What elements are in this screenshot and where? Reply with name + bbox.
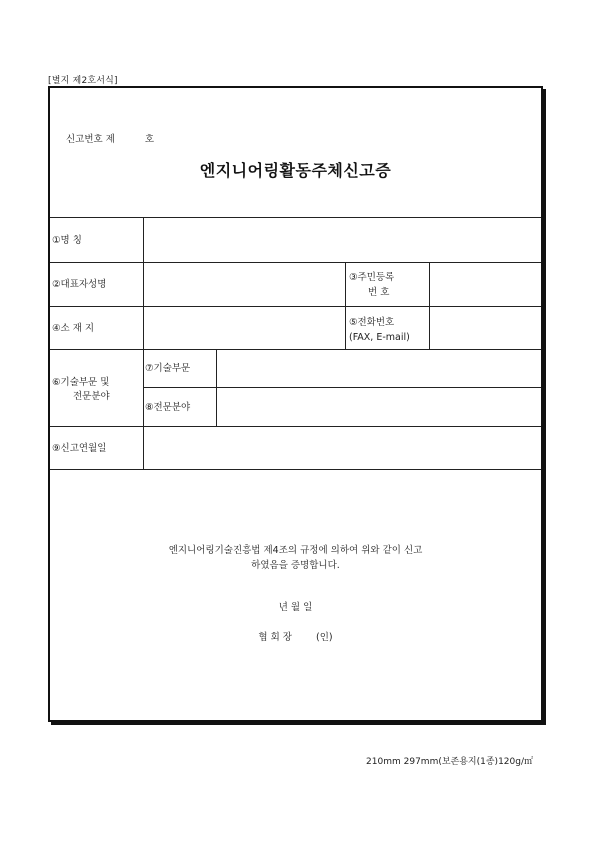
field-label-tech-field-1: ⑥기술부문 및 bbox=[52, 377, 110, 388]
table-col-divider-sub-left bbox=[345, 262, 346, 349]
table-col-divider-sub-right bbox=[429, 262, 430, 349]
certificate-number bbox=[66, 131, 154, 145]
table-rule-4 bbox=[50, 349, 541, 350]
field-label-phone-2: (FAX, E-mail) bbox=[349, 332, 410, 343]
statement-line-1: 엔지니어링기술진흥법 제4조의 규정에 의하여 위와 같이 신고 bbox=[168, 545, 423, 556]
document-title: 엔지니어링활동주체신고증 bbox=[199, 161, 392, 180]
table-col-divider-tech bbox=[216, 349, 217, 426]
field-label-phone-1: ⑤전화번호 bbox=[349, 317, 395, 328]
table-rule-2 bbox=[50, 262, 541, 263]
field-label-resident-number-1: ③주민등록 bbox=[349, 272, 395, 283]
issue-date: 년 월 일 bbox=[278, 602, 313, 613]
signature-title: 협 회 장 bbox=[258, 632, 292, 643]
field-label-name: ①명 칭 bbox=[52, 235, 82, 246]
table-rule-7 bbox=[50, 469, 541, 470]
statement-line-2: 하였음을 증명합니다. bbox=[251, 560, 340, 571]
signature-seal: (인) bbox=[316, 632, 333, 643]
field-label-representative: ②대표자성명 bbox=[52, 279, 107, 290]
paper-specification: 210mm 297mm(보존용지(1종)120g/㎡ bbox=[366, 757, 533, 767]
table-rule-1 bbox=[50, 217, 541, 218]
field-label-report-date: ⑨신고연월일 bbox=[52, 443, 107, 454]
signature-block bbox=[50, 631, 541, 644]
certificate-number-suffix: 호 bbox=[144, 134, 155, 145]
field-label-specialty: ⑧전문분야 bbox=[145, 402, 191, 413]
table-rule-3 bbox=[50, 306, 541, 307]
table-col-divider-main bbox=[143, 217, 144, 469]
table-rule-5 bbox=[143, 387, 541, 388]
field-label-address: ④소 재 지 bbox=[52, 323, 95, 334]
form-number-label: [별지 제2호서식] bbox=[48, 76, 118, 86]
table-rule-6 bbox=[50, 426, 541, 427]
field-label-resident-number-2: 번 호 bbox=[368, 287, 390, 298]
certificate-number-prefix: 신고번호 제 bbox=[66, 134, 115, 145]
certificate-frame bbox=[48, 86, 543, 722]
field-label-tech-field-2: 전문분야 bbox=[73, 391, 110, 402]
field-label-tech-division: ⑦기술부문 bbox=[145, 363, 191, 374]
